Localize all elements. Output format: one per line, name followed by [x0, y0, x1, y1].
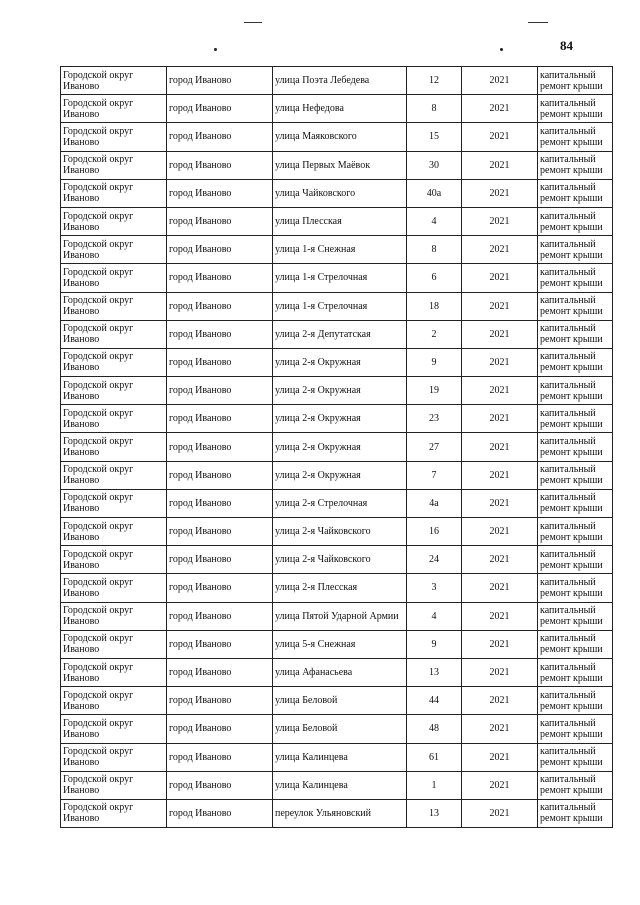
street-cell: улица 2-я Депутатская [273, 320, 407, 348]
house-number-cell: 4 [407, 602, 462, 630]
street-cell: переулок Ульяновский [273, 799, 407, 827]
work-type-cell: капитальный ремонт крыши [538, 377, 613, 405]
work-type-cell: капитальный ремонт крыши [538, 687, 613, 715]
work-type-cell: капитальный ремонт крыши [538, 799, 613, 827]
scan-mark-top-left [244, 22, 262, 23]
district-cell: Городской округ Иваново [61, 489, 167, 517]
city-cell: город Иваново [167, 320, 273, 348]
year-cell: 2021 [462, 546, 538, 574]
table-row [61, 264, 613, 292]
year-cell: 2021 [462, 67, 538, 95]
house-number-cell: 24 [407, 546, 462, 574]
district-cell: Городской округ Иваново [61, 179, 167, 207]
house-number-cell: 3 [407, 574, 462, 602]
street-cell: улица Плесская [273, 207, 407, 235]
street-cell: улица 2-я Окружная [273, 348, 407, 376]
table-body [61, 67, 613, 828]
street-cell: улица Первых Маёвок [273, 151, 407, 179]
table-row [61, 405, 613, 433]
table-row [61, 743, 613, 771]
district-cell: Городской округ Иваново [61, 292, 167, 320]
work-type-cell: капитальный ремонт крыши [538, 433, 613, 461]
city-cell: город Иваново [167, 743, 273, 771]
table-row [61, 207, 613, 235]
year-cell: 2021 [462, 574, 538, 602]
street-cell: улица 2-я Окружная [273, 433, 407, 461]
table-row [61, 574, 613, 602]
scan-dot [500, 48, 503, 51]
table-row [61, 546, 613, 574]
table-row [61, 95, 613, 123]
street-cell: улица Калинцева [273, 743, 407, 771]
city-cell: город Иваново [167, 658, 273, 686]
table-row [61, 687, 613, 715]
year-cell: 2021 [462, 348, 538, 376]
district-cell: Городской округ Иваново [61, 461, 167, 489]
district-cell: Городской округ Иваново [61, 123, 167, 151]
house-number-cell: 13 [407, 658, 462, 686]
street-cell: улица 2-я Окружная [273, 461, 407, 489]
table-row [61, 67, 613, 95]
street-cell: улица Нефедова [273, 95, 407, 123]
district-cell: Городской округ Иваново [61, 433, 167, 461]
table-row [61, 630, 613, 658]
year-cell: 2021 [462, 151, 538, 179]
house-number-cell: 30 [407, 151, 462, 179]
street-cell: улица 1-я Снежная [273, 236, 407, 264]
table-row [61, 123, 613, 151]
work-type-cell: капитальный ремонт крыши [538, 320, 613, 348]
year-cell: 2021 [462, 489, 538, 517]
work-type-cell: капитальный ремонт крыши [538, 574, 613, 602]
work-type-cell: капитальный ремонт крыши [538, 546, 613, 574]
work-type-cell: капитальный ремонт крыши [538, 179, 613, 207]
city-cell: город Иваново [167, 687, 273, 715]
house-number-cell: 1 [407, 771, 462, 799]
year-cell: 2021 [462, 95, 538, 123]
year-cell: 2021 [462, 518, 538, 546]
house-number-cell: 27 [407, 433, 462, 461]
city-cell: город Иваново [167, 574, 273, 602]
table-row [61, 179, 613, 207]
work-type-cell: капитальный ремонт крыши [538, 489, 613, 517]
year-cell: 2021 [462, 320, 538, 348]
street-cell: улица 2-я Плесская [273, 574, 407, 602]
house-number-cell: 23 [407, 405, 462, 433]
table-row [61, 489, 613, 517]
table-row [61, 433, 613, 461]
city-cell: город Иваново [167, 377, 273, 405]
house-number-cell: 16 [407, 518, 462, 546]
district-cell: Городской округ Иваново [61, 377, 167, 405]
table-row [61, 658, 613, 686]
city-cell: город Иваново [167, 95, 273, 123]
house-number-cell: 8 [407, 236, 462, 264]
year-cell: 2021 [462, 658, 538, 686]
work-type-cell: капитальный ремонт крыши [538, 771, 613, 799]
street-cell: улица Афанасьева [273, 658, 407, 686]
street-cell: улица 2-я Стрелочная [273, 489, 407, 517]
city-cell: город Иваново [167, 207, 273, 235]
work-type-cell: капитальный ремонт крыши [538, 123, 613, 151]
year-cell: 2021 [462, 377, 538, 405]
district-cell: Городской округ Иваново [61, 151, 167, 179]
table-row [61, 461, 613, 489]
street-cell: улица Чайковского [273, 179, 407, 207]
city-cell: город Иваново [167, 179, 273, 207]
work-type-cell: капитальный ремонт крыши [538, 658, 613, 686]
house-number-cell: 12 [407, 67, 462, 95]
district-cell: Городской округ Иваново [61, 743, 167, 771]
year-cell: 2021 [462, 687, 538, 715]
city-cell: город Иваново [167, 546, 273, 574]
district-cell: Городской округ Иваново [61, 320, 167, 348]
city-cell: город Иваново [167, 799, 273, 827]
street-cell: улица Маяковского [273, 123, 407, 151]
work-type-cell: капитальный ремонт крыши [538, 95, 613, 123]
city-cell: город Иваново [167, 489, 273, 517]
work-type-cell: капитальный ремонт крыши [538, 518, 613, 546]
year-cell: 2021 [462, 715, 538, 743]
city-cell: город Иваново [167, 123, 273, 151]
house-number-cell: 18 [407, 292, 462, 320]
year-cell: 2021 [462, 799, 538, 827]
table-row [61, 715, 613, 743]
year-cell: 2021 [462, 207, 538, 235]
work-type-cell: капитальный ремонт крыши [538, 67, 613, 95]
city-cell: город Иваново [167, 151, 273, 179]
district-cell: Городской округ Иваново [61, 207, 167, 235]
city-cell: город Иваново [167, 264, 273, 292]
house-number-cell: 13 [407, 799, 462, 827]
city-cell: город Иваново [167, 292, 273, 320]
house-number-cell: 19 [407, 377, 462, 405]
city-cell: город Иваново [167, 236, 273, 264]
work-type-cell: капитальный ремонт крыши [538, 236, 613, 264]
scan-mark-top-right [528, 22, 548, 23]
district-cell: Городской округ Иваново [61, 405, 167, 433]
district-cell: Городской округ Иваново [61, 236, 167, 264]
year-cell: 2021 [462, 123, 538, 151]
work-type-cell: капитальный ремонт крыши [538, 207, 613, 235]
work-type-cell: капитальный ремонт крыши [538, 264, 613, 292]
table-row [61, 771, 613, 799]
district-cell: Городской округ Иваново [61, 658, 167, 686]
work-type-cell: капитальный ремонт крыши [538, 715, 613, 743]
house-number-cell: 40а [407, 179, 462, 207]
street-cell: улица 2-я Окружная [273, 377, 407, 405]
buildings-table [60, 66, 613, 828]
house-number-cell: 9 [407, 348, 462, 376]
year-cell: 2021 [462, 743, 538, 771]
city-cell: город Иваново [167, 67, 273, 95]
street-cell: улица Поэта Лебедева [273, 67, 407, 95]
scan-dot [214, 48, 217, 51]
table-row [61, 799, 613, 827]
work-type-cell: капитальный ремонт крыши [538, 630, 613, 658]
district-cell: Городской округ Иваново [61, 574, 167, 602]
district-cell: Городской округ Иваново [61, 264, 167, 292]
street-cell: улица 1-я Стрелочная [273, 264, 407, 292]
city-cell: город Иваново [167, 461, 273, 489]
district-cell: Городской округ Иваново [61, 546, 167, 574]
table-row [61, 236, 613, 264]
city-cell: город Иваново [167, 630, 273, 658]
district-cell: Городской округ Иваново [61, 602, 167, 630]
work-type-cell: капитальный ремонт крыши [538, 461, 613, 489]
work-type-cell: капитальный ремонт крыши [538, 602, 613, 630]
district-cell: Городской округ Иваново [61, 687, 167, 715]
year-cell: 2021 [462, 292, 538, 320]
district-cell: Городской округ Иваново [61, 715, 167, 743]
work-type-cell: капитальный ремонт крыши [538, 405, 613, 433]
house-number-cell: 7 [407, 461, 462, 489]
table-row [61, 292, 613, 320]
year-cell: 2021 [462, 433, 538, 461]
year-cell: 2021 [462, 461, 538, 489]
table-row [61, 348, 613, 376]
house-number-cell: 44 [407, 687, 462, 715]
work-type-cell: капитальный ремонт крыши [538, 743, 613, 771]
work-type-cell: капитальный ремонт крыши [538, 348, 613, 376]
city-cell: город Иваново [167, 405, 273, 433]
house-number-cell: 2 [407, 320, 462, 348]
street-cell: улица 2-я Окружная [273, 405, 407, 433]
district-cell: Городской округ Иваново [61, 348, 167, 376]
year-cell: 2021 [462, 264, 538, 292]
year-cell: 2021 [462, 405, 538, 433]
house-number-cell: 9 [407, 630, 462, 658]
page-number: 84 [560, 38, 573, 53]
work-type-cell: капитальный ремонт крыши [538, 151, 613, 179]
street-cell: улица 2-я Чайковского [273, 518, 407, 546]
work-type-cell: капитальный ремонт крыши [538, 292, 613, 320]
year-cell: 2021 [462, 179, 538, 207]
street-cell: улица 1-я Стрелочная [273, 292, 407, 320]
year-cell: 2021 [462, 630, 538, 658]
house-number-cell: 6 [407, 264, 462, 292]
house-number-cell: 4а [407, 489, 462, 517]
street-cell: улица 2-я Чайковского [273, 546, 407, 574]
city-cell: город Иваново [167, 715, 273, 743]
table-row [61, 151, 613, 179]
table-row [61, 320, 613, 348]
city-cell: город Иваново [167, 433, 273, 461]
street-cell: улица Пятой Ударной Армии [273, 602, 407, 630]
year-cell: 2021 [462, 771, 538, 799]
district-cell: Городской округ Иваново [61, 95, 167, 123]
city-cell: город Иваново [167, 348, 273, 376]
district-cell: Городской округ Иваново [61, 630, 167, 658]
district-cell: Городской округ Иваново [61, 518, 167, 546]
house-number-cell: 4 [407, 207, 462, 235]
table-row [61, 602, 613, 630]
district-cell: Городской округ Иваново [61, 799, 167, 827]
year-cell: 2021 [462, 602, 538, 630]
table-row [61, 518, 613, 546]
city-cell: город Иваново [167, 518, 273, 546]
city-cell: город Иваново [167, 771, 273, 799]
table-row [61, 377, 613, 405]
house-number-cell: 48 [407, 715, 462, 743]
house-number-cell: 15 [407, 123, 462, 151]
district-cell: Городской округ Иваново [61, 771, 167, 799]
house-number-cell: 8 [407, 95, 462, 123]
street-cell: улица Беловой [273, 715, 407, 743]
street-cell: улица Калинцева [273, 771, 407, 799]
street-cell: улица Беловой [273, 687, 407, 715]
house-number-cell: 61 [407, 743, 462, 771]
city-cell: город Иваново [167, 602, 273, 630]
year-cell: 2021 [462, 236, 538, 264]
district-cell: Городской округ Иваново [61, 67, 167, 95]
street-cell: улица 5-я Снежная [273, 630, 407, 658]
